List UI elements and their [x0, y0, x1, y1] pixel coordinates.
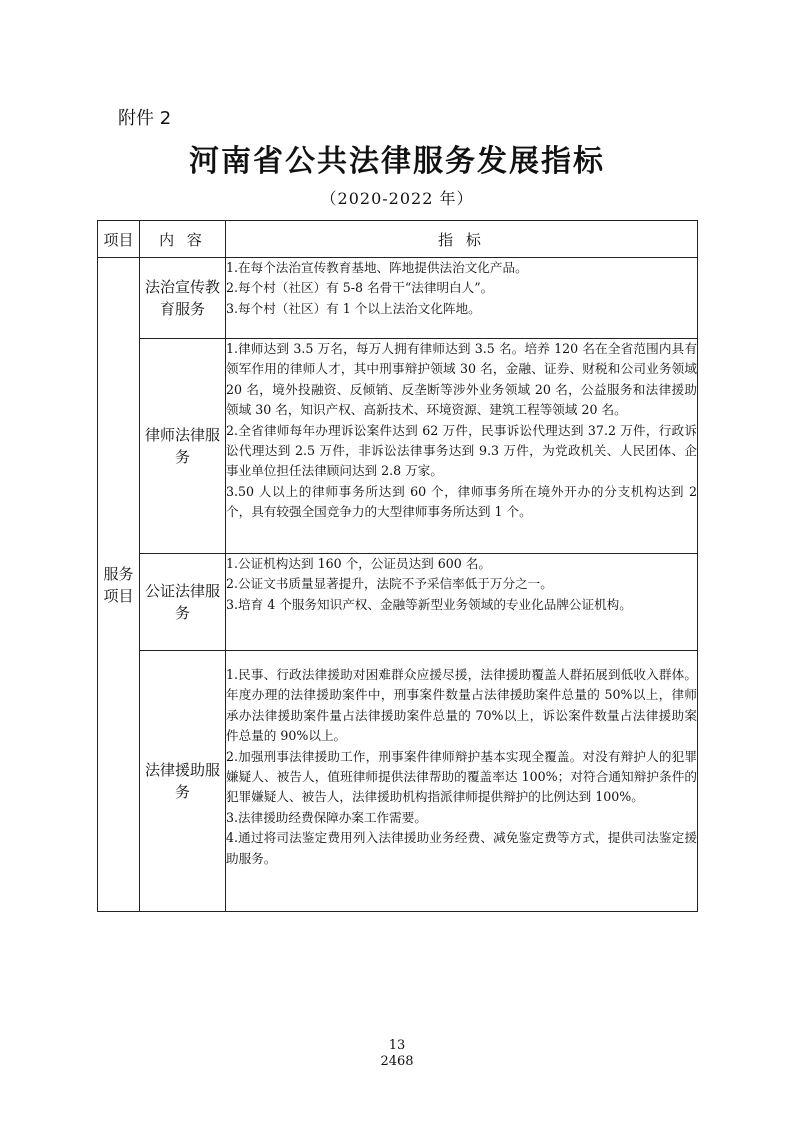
attachment-label: 附件 2 — [118, 108, 172, 129]
page-number: 13 — [388, 1038, 406, 1053]
indicator-item: 3.每个村（社区）有 1 个以上法治文化阵地。 — [226, 300, 481, 316]
row-name: 公证法律服务 — [144, 582, 220, 622]
row-name: 法治宣传教育服务 — [144, 278, 220, 318]
table-row — [98, 554, 698, 651]
indicator-table — [97, 220, 698, 912]
row-name-cell — [140, 651, 226, 912]
indicator-item: 3.50 人以上的律师事务所达到 60 个，律师事务所在境外开办的分支机构达到 2 个，具有较强全国竞争力的大型律师事务所达到 1 个。 — [226, 483, 697, 520]
row-name-cell — [140, 339, 226, 554]
row-name: 律师法律服务 — [144, 426, 220, 466]
indicator-item: 3.法律援助经费保障办案工作需要。 — [226, 809, 427, 825]
indicator-item: 2.全省律师每年办理诉讼案件达到 62 万件，民事诉讼代理达到 37.2 万件，行政诉讼代理达到 2.5 万件，非诉讼法律事务达到 9.3 万件，为党政机关、人民团体、企事业单位担任法律顾问达到 2.8 万家。 — [226, 422, 697, 479]
indicator-item: 2.公证文书质量显著提升，法院不予采信率低于万分之一。 — [226, 576, 553, 592]
table-header-row — [98, 221, 698, 258]
row-name-cell — [140, 554, 226, 651]
indicator-item: 3.培育 4 个服务知识产权、金融等新型业务领域的专业化品牌公证机构。 — [226, 596, 632, 612]
indicator-cell — [226, 258, 698, 339]
sequence-number: 2468 — [380, 1054, 414, 1069]
table-row — [98, 339, 698, 554]
row-name: 法律援助服务 — [144, 761, 220, 801]
indicator-item: 1.公证机构达到 160 个，公证员达到 600 名。 — [226, 556, 492, 571]
indicator-cell — [226, 651, 698, 912]
indicator-item: 1.律师达到 3.5 万名，每万人拥有律师达到 3.5 名。培养 120 名在全省范围内具有领军作用的律师人才，其中刑事辩护领域 30 名，金融、证券、财税和公司业务领域 20 名，境外投融资、反倾销、反垄断等涉外业务领域 20 名，公益服务和法律援助领域 30 名，知识产权、高新技术、环境资源、建筑工程等领域 20 名。 — [226, 341, 697, 418]
indicator-item: 2.每个村（社区）有 5-8 名骨干“法律明白人”。 — [226, 280, 494, 296]
table-row — [98, 258, 698, 339]
header-indicator: 指 标 — [226, 221, 698, 258]
row-name-cell — [140, 258, 226, 339]
category-cell — [98, 258, 140, 912]
indicator-cell — [226, 339, 698, 554]
page-subtitle: （2020-2022 年） — [320, 189, 474, 208]
header-item: 项目 — [98, 221, 140, 258]
category-label: 服务项目 — [103, 564, 134, 605]
header-content: 内 容 — [140, 221, 226, 258]
indicator-item: 4.通过将司法鉴定费用列入法律援助业务经费、减免鉴定费等方式，提供司法鉴定援助服务。 — [226, 830, 697, 866]
indicator-cell — [226, 554, 698, 651]
indicator-item: 1.民事、行政法律援助对困难群众应援尽援，法律援助覆盖人群拓展到低收入群体。年度办理的法律援助案件中，刑事案件数量占法律援助案件总量的 50%以上，律师承办法律援助案件量占法律援助案件总量的 70%以上，诉讼案件数量占法律援助案件总量的 90%以上。 — [226, 667, 697, 744]
indicator-item: 2.加强刑事法律援助工作，刑事案件律师辩护基本实现全覆盖。对没有辩护人的犯罪嫌疑人、被告人，值班律师提供法律帮助的覆盖率达 100%；对符合通知辩护条件的犯罪嫌疑人、被告人，法律援助机构指派律师提供辩护的比例达到 100%。 — [226, 748, 697, 805]
indicator-item: 1.在每个法治宣传教育基地、阵地提供法治文化产品。 — [226, 260, 528, 275]
table-row — [98, 651, 698, 912]
page-title: 河南省公共法律服务发展指标 — [189, 144, 605, 179]
